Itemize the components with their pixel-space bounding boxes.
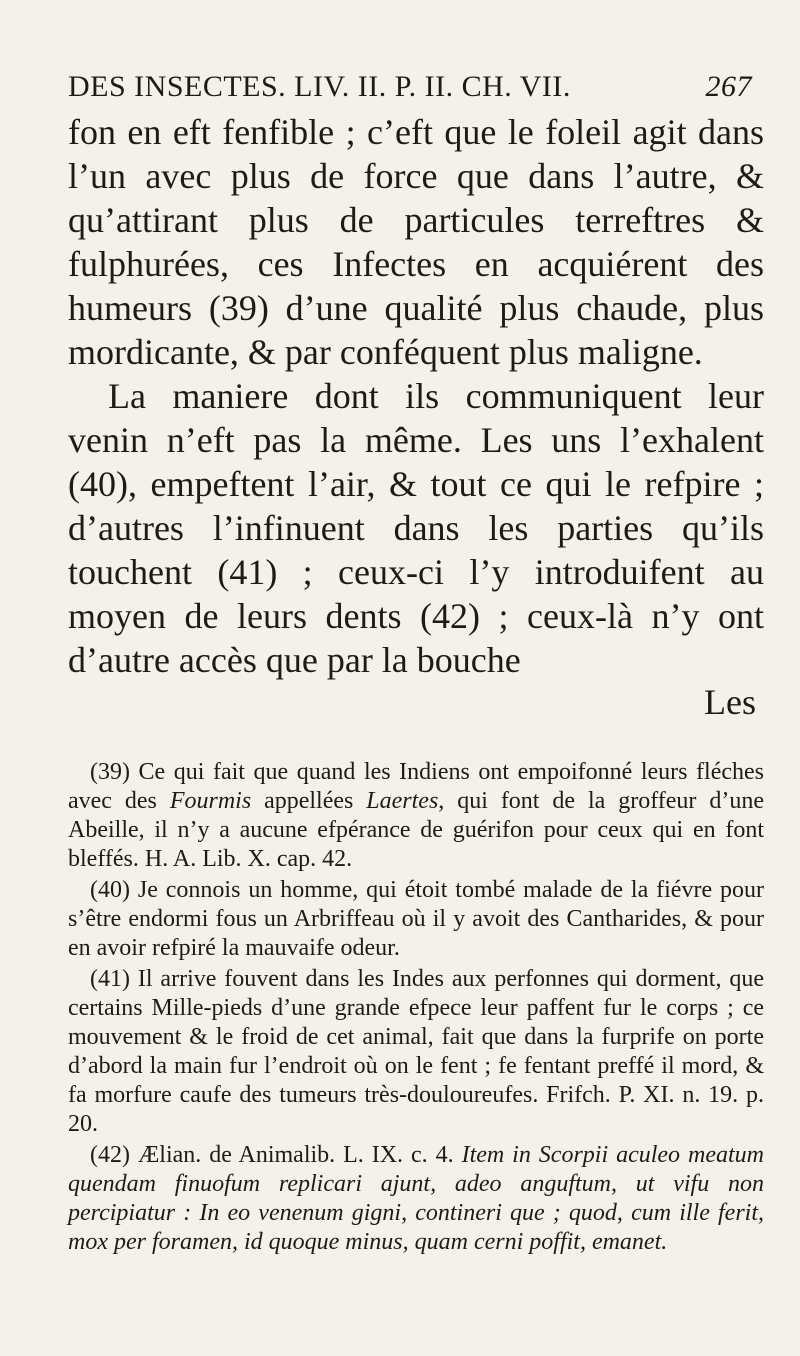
running-title: DES INSECTES. LIV. II. P. II. CH. VII. — [68, 70, 571, 103]
footnote-39 — [68, 758, 764, 874]
footnote-39-text: (39) Ce qui fait que quand les Indiens ont empoifonné leurs fléches avec des — [68, 759, 764, 814]
footnote-39-italic2: Laertes — [366, 788, 439, 814]
footnote-42-text: (42) Ælian. de Animalib. L. IX. c. 4. — [90, 1142, 462, 1168]
footnote-39-text3: , qui font de la groffeur d’une Abeille, il n’y a aucune efpérance de guérifon pour ceux qui en font bleffés. H. A. Lib. X. cap. 42. — [68, 788, 764, 872]
running-head — [68, 70, 764, 104]
footnote-41: (41) Il arrive fouvent dans les Indes aux perfonnes qui dorment, que certains Mille-pieds d’une grande efpece leur paffent fur le corps ; ce mouvement & le froid de cet animal, fait que dans la furprife on porte d’abord la main fur l’endroit où on le fent ; fe fentant preffé il mord, & fa morfure caufe des tumeurs très-douloureufes. Frifch. P. XI. n. 19. p. 20. — [68, 966, 764, 1137]
catchword: Les — [704, 682, 756, 722]
footnote-42 — [68, 1141, 764, 1257]
footnote-40: (40) Je connois un homme, qui étoit tombé malade de la fiévre pour s’être endormi fous un Arbriffeau où il y avoit des Cantharides, & pour en avoir refpiré la mauvaife odeur. — [68, 877, 764, 961]
footnotes — [68, 758, 764, 1257]
footnote-39-italic: Fourmis — [169, 788, 252, 814]
footnote-39-text2: appellées — [251, 788, 367, 814]
main-text — [68, 110, 764, 682]
main-paragraph-1: fon en eft fenfible ; c’eft que le foleil agit dans l’un avec plus de force que dans l’autre, & qu’attirant plus de particules terreftres & fulphurées, ces Infectes en acquiérent des humeurs (39) d’une qualité plus chaude, plus mordicante, & par conféquent plus maligne. — [68, 112, 764, 372]
footnote-42-italic: Item in Scorpii aculeo meatum quendam finuofum replicari ajunt, adeo anguftum, ut vifu non percipiatur : In eo venenum gigni, contineri que ; quod, cum ille ferit, mox per foramen, id quoque minus, quam cerni poffit, emanet. — [68, 1142, 764, 1255]
page-number: 267 — [705, 70, 752, 103]
main-paragraph-2: La maniere dont ils communiquent leur venin n’eft pas la même. Les uns l’exhalent (40), empeftent l’air, & tout ce qui le refpire ; d’autres l’infinuent dans les parties qu’ils touchent (41) ; ceux-ci l’y introduifent au moyen de leurs dents (42) ; ceux-là n’y ont d’autre accès que par la bouche — [68, 376, 764, 680]
